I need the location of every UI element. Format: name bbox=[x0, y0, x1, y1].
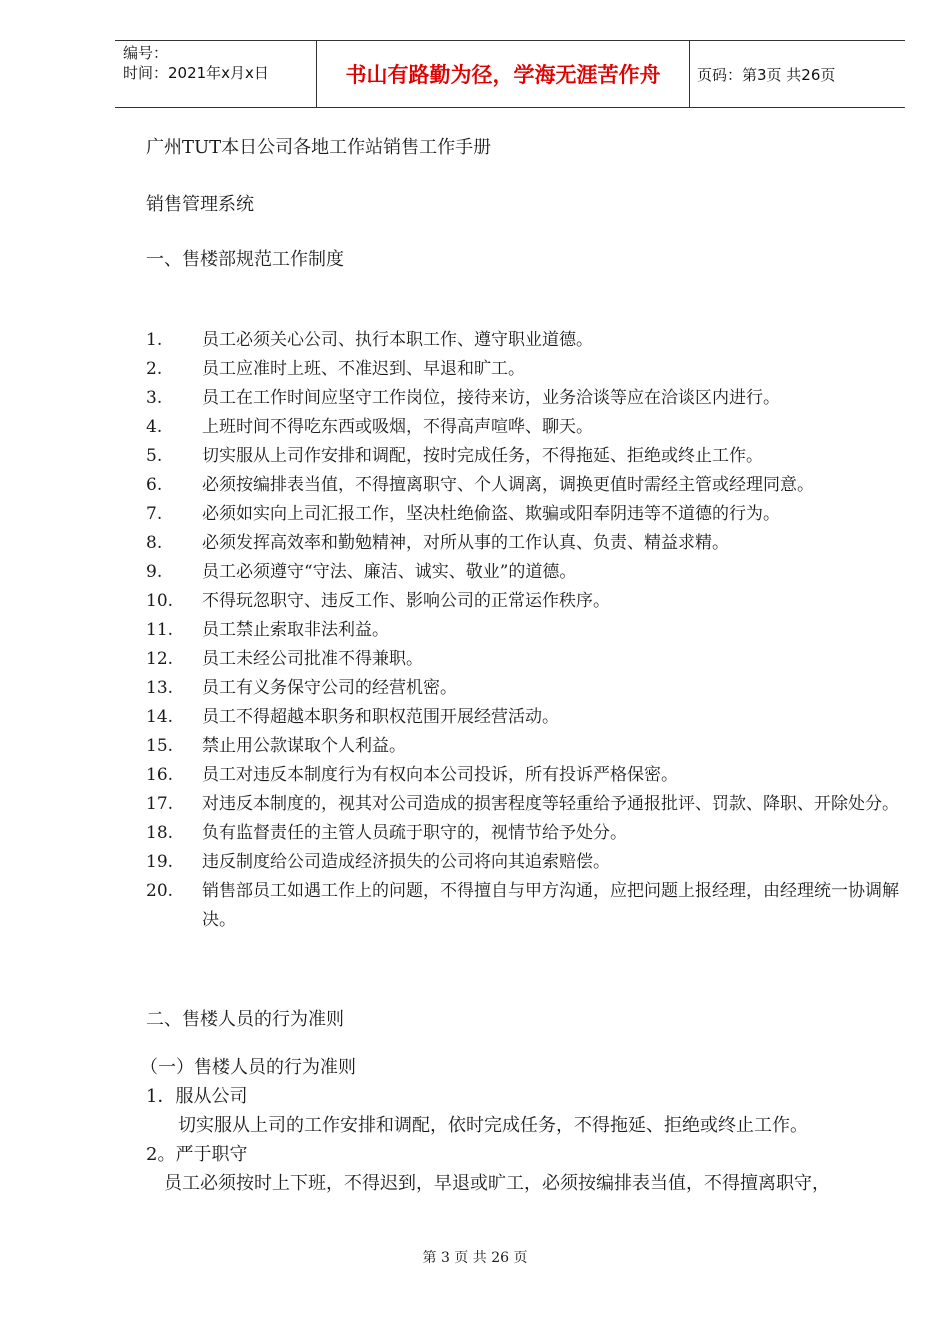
page-footer: 第 3 页 共 26 页 bbox=[422, 1250, 528, 1266]
rule-text: 员工必须关心公司、执行本职工作、遵守职业道德。 bbox=[202, 330, 593, 350]
rule-number: 3. bbox=[146, 388, 163, 408]
rule-number: 7. bbox=[146, 504, 163, 524]
rule-item bbox=[146, 587, 906, 616]
header-motto: 书山有路勤为径，学海无涯苦作舟 bbox=[345, 63, 661, 87]
rule-item bbox=[146, 326, 906, 355]
rule-text: 对违反本制度的，视其对公司造成的损害程度等轻重给予通报批评、罚款、降职、开除处分。 bbox=[202, 794, 899, 814]
rule-number: 8. bbox=[146, 533, 163, 553]
rule-text: 员工对违反本制度行为有权向本公司投诉，所有投诉严格保密。 bbox=[202, 765, 678, 785]
rule-text: 员工禁止索取非法利益。 bbox=[202, 620, 389, 640]
rule-text: 员工有义务保守公司的经营机密。 bbox=[202, 678, 457, 698]
rule-text: 切实服从上司作安排和调配，按时完成任务，不得拖延、拒绝或终止工作。 bbox=[202, 446, 763, 466]
rule-text: 必须如实向上司汇报工作，坚决杜绝偷盗、欺骗或阳奉阴违等不道德的行为。 bbox=[202, 504, 780, 524]
rule-item bbox=[146, 384, 906, 413]
rule-number: 15. bbox=[146, 736, 174, 756]
rule-item bbox=[146, 355, 906, 384]
item-1-body: 切实服从上司的工作安排和调配，依时完成任务，不得拖延、拒绝或终止工作。 bbox=[178, 1115, 808, 1136]
rule-item bbox=[146, 645, 906, 674]
rule-number: 9. bbox=[146, 562, 163, 582]
rule-item bbox=[146, 703, 906, 732]
rule-item bbox=[146, 558, 906, 587]
system-heading: 销售管理系统 bbox=[146, 194, 254, 215]
rule-text: 必须发挥高效率和勤勉精神，对所从事的工作认真、负责、精益求精。 bbox=[202, 533, 729, 553]
rule-item bbox=[146, 674, 906, 703]
rule-item bbox=[146, 848, 906, 877]
rule-number: 16. bbox=[146, 765, 174, 785]
section-1-heading: 一、售楼部规范工作制度 bbox=[146, 249, 344, 270]
rule-item bbox=[146, 413, 906, 442]
rule-text: 员工应准时上班、不准迟到、早退和旷工。 bbox=[202, 359, 525, 379]
rule-item bbox=[146, 529, 906, 558]
header-page-info: 页码：第3页 共26页 bbox=[697, 65, 836, 84]
rule-number: 12. bbox=[146, 649, 174, 669]
rule-text: 必须按编排表当值，不得擅离职守、个人调离，调换更值时需经主管或经理同意。 bbox=[202, 475, 814, 495]
rule-number: 10. bbox=[146, 591, 174, 611]
rule-text: 负有监督责任的主管人员疏于职守的，视情节给予处分。 bbox=[202, 823, 627, 843]
header-divider bbox=[689, 41, 690, 107]
rule-number: 19. bbox=[146, 852, 174, 872]
rule-item bbox=[146, 732, 906, 761]
rule-item bbox=[146, 819, 906, 848]
rule-text: 员工必须遵守“守法、廉洁、诚实、敬业”的道德。 bbox=[202, 562, 577, 582]
rule-number: 5. bbox=[146, 446, 163, 466]
rule-text: 员工在工作时间应坚守工作岗位，接待来访，业务洽谈等应在洽谈区内进行。 bbox=[202, 388, 780, 408]
rule-text: 禁止用公款谋取个人利益。 bbox=[202, 736, 406, 756]
section-2-heading: 二、售楼人员的行为准则 bbox=[146, 1009, 344, 1030]
rules-list bbox=[146, 326, 906, 935]
rule-number: 2. bbox=[146, 359, 163, 379]
rule-number: 6. bbox=[146, 475, 163, 495]
rule-text: 员工不得超越本职务和职权范围开展经营活动。 bbox=[202, 707, 559, 727]
rule-number: 4. bbox=[146, 417, 163, 437]
rule-text: 销售部员工如遇工作上的问题，不得擅自与甲方沟通，应把问题上报经理，由经理统一协调解决。 bbox=[202, 881, 899, 930]
rule-text: 上班时间不得吃东西或吸烟，不得高声喧哗、聊天。 bbox=[202, 417, 593, 437]
rule-number: 20. bbox=[146, 881, 174, 901]
rule-number: 18. bbox=[146, 823, 174, 843]
rule-item bbox=[146, 790, 906, 819]
document-title: 广州TUT本日公司各地工作站销售工作手册 bbox=[146, 137, 492, 158]
item-1-title: 1．服从公司 bbox=[146, 1086, 248, 1107]
rule-number: 17. bbox=[146, 794, 174, 814]
rule-item bbox=[146, 877, 906, 935]
item-2-body: 员工必须按时上下班，不得迟到，早退或旷工，必须按编排表当值，不得擅离职守， bbox=[164, 1173, 830, 1194]
rule-item bbox=[146, 471, 906, 500]
rule-item bbox=[146, 761, 906, 790]
rule-text: 员工未经公司批准不得兼职。 bbox=[202, 649, 423, 669]
rule-item bbox=[146, 442, 906, 471]
rule-number: 11. bbox=[146, 620, 174, 640]
rule-number: 13. bbox=[146, 678, 174, 698]
subsection-heading: （一）售楼人员的行为准则 bbox=[140, 1057, 356, 1078]
header-meta bbox=[123, 43, 269, 83]
rule-text: 不得玩忽职守、违反工作、影响公司的正常运作秩序。 bbox=[202, 591, 610, 611]
document-number-label: 编号： bbox=[123, 44, 169, 62]
rule-number: 1. bbox=[146, 330, 163, 350]
rule-item bbox=[146, 616, 906, 645]
rule-item bbox=[146, 500, 906, 529]
document-date: 时间：2021年x月x日 bbox=[123, 64, 269, 82]
rule-text: 违反制度给公司造成经济损失的公司将向其追索赔偿。 bbox=[202, 852, 610, 872]
page-header bbox=[115, 40, 905, 108]
rule-number: 14. bbox=[146, 707, 174, 727]
item-2-title: 2。严于职守 bbox=[146, 1144, 248, 1165]
